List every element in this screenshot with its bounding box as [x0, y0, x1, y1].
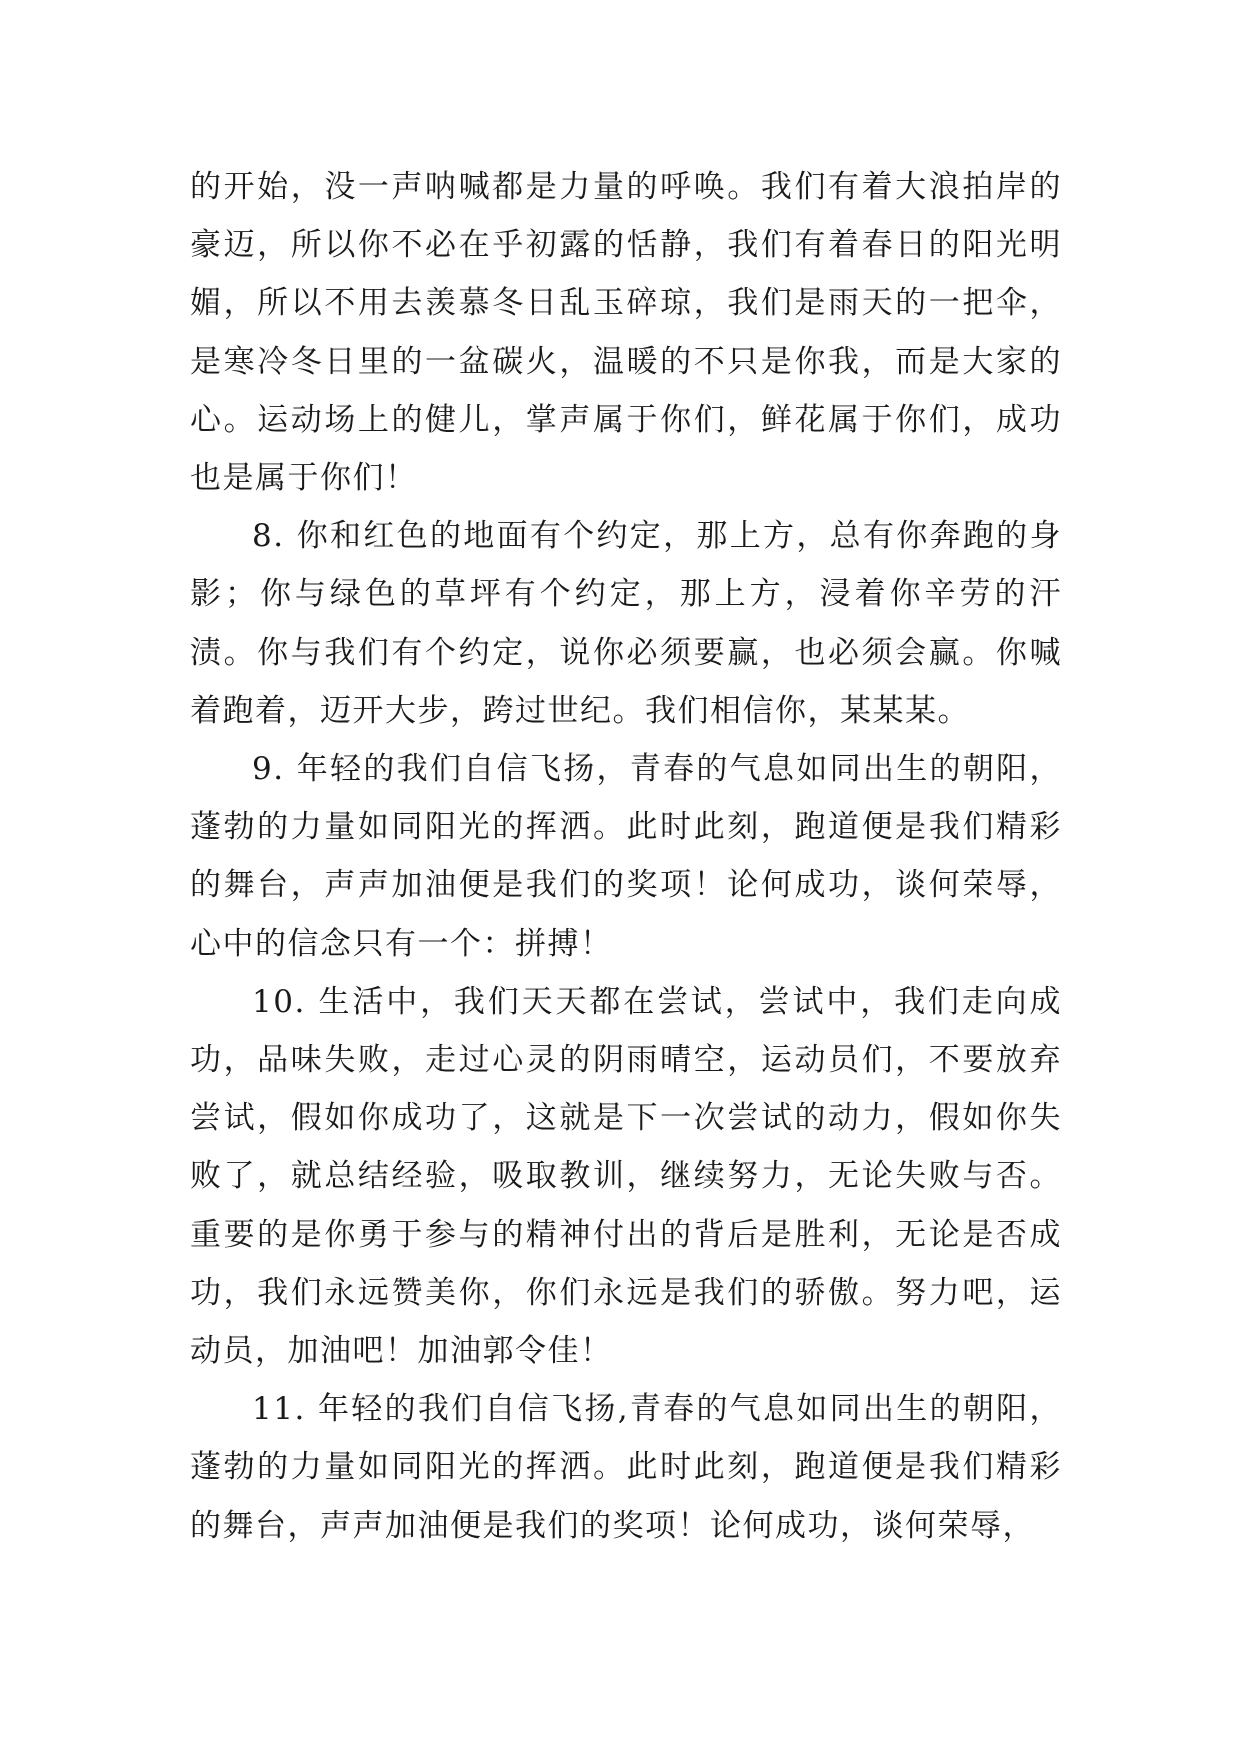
- paragraph-item-9: 9. 年轻的我们自信飞扬，青春的气息如同出生的朝阳，蓬勃的力量如同阳光的挥洒。此时此刻，跑道便是我们精彩的舞台，声声加油便是我们的奖项！论何成功，谈何荣辱，心中的信念只有一个：拼搏！: [190, 751, 1062, 962]
- document-body: [190, 158, 1062, 1555]
- paragraph-continuation: 的开始，没一声呐喊都是力量的呼唤。我们有着大浪拍岸的豪迈，所以你不必在乎初露的恬静，我们有着春日的阳光明媚，所以不用去羡慕冬日乱玉碎琼，我们是雨天的一把伞，是寒冷冬日里的一盆碳火，温暖的不只是你我，而是大家的心。运动场上的健儿，掌声属于你们，鲜花属于你们，成功也是属于你们！: [190, 169, 1062, 497]
- paragraph-item-10: 10. 生活中，我们天天都在尝试，尝试中，我们走向成功，品味失败，走过心灵的阴雨晴空，运动员们，不要放弃尝试，假如你成功了，这就是下一次尝试的动力，假如你失败了，就总结经验，吸取教训，继续努力，无论失败与否。重要的是你勇于参与的精神付出的背后是胜利，无论是否成功，我们永远赞美你，你们永远是我们的骄傲。努力吧，运动员，加油吧！加油郭令佳！: [190, 983, 1062, 1370]
- paragraph-item-8: 8. 你和红色的地面有个约定，那上方，总有你奔跑的身影；你与绿色的草坪有个约定，那上方，浸着你辛劳的汗渍。你与我们有个约定，说你必须要赢，也必须会赢。你喊着跑着，迈开大步，跨过世纪。我们相信你，某某某。: [190, 518, 1062, 729]
- paragraph-item-11: 11. 年轻的我们自信飞扬,青春的气息如同出生的朝阳，蓬勃的力量如同阳光的挥洒。此时此刻，跑道便是我们精彩的舞台，声声加油便是我们的奖项！论何成功，谈何荣辱，: [190, 1391, 1062, 1544]
